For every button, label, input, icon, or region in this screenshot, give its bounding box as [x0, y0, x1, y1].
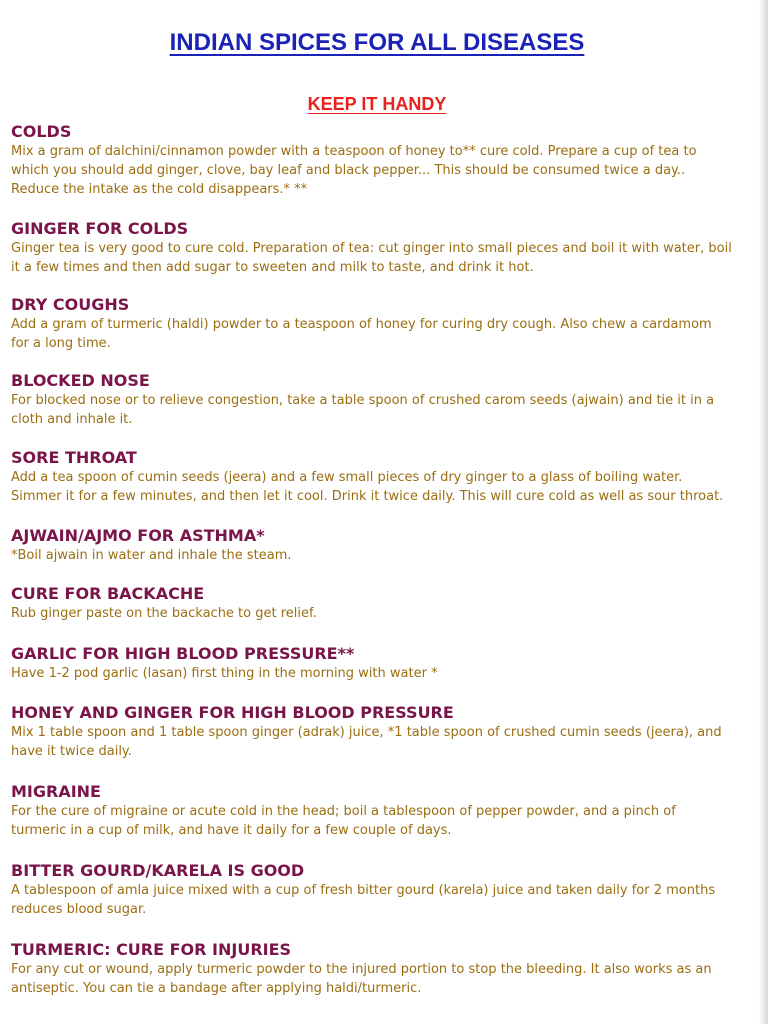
remedy-text-line: Add a gram of turmeric (haldi) powder to a teaspoon of honey for curing dry cough. Also chew a cardamom: [11, 317, 712, 332]
remedy-heading: DRY COUGHS: [11, 295, 130, 314]
remedy-section: [11, 218, 746, 277]
remedy-section: [11, 583, 746, 623]
remedy-section: [11, 643, 746, 683]
remedy-heading: SORE THROAT: [11, 448, 137, 467]
remedy-section: [11, 294, 746, 353]
remedy-heading: CURE FOR BACKACHE: [11, 584, 205, 603]
remedy-text-line: *Boil ajwain in water and inhale the steam.: [11, 548, 292, 563]
remedy-text-line: For any cut or wound, apply turmeric powder to the injured portion to stop the bleeding. It also works as an: [11, 962, 712, 977]
remedy-heading: BITTER GOURD/KARELA IS GOOD: [11, 861, 305, 880]
remedy-text-line: have it twice daily.: [11, 744, 132, 759]
remedy-text-line: For the cure of migraine or acute cold in the head; boil a tablespoon of pepper powder, and a pinch of: [11, 804, 676, 819]
page-title: INDIAN SPICES FOR ALL DISEASES: [169, 29, 585, 56]
remedy-section: [11, 121, 746, 199]
remedy-text-line: Simmer it for a few minutes, and then let it cool. Drink it twice daily. This will cure cold as well as sour throat.: [11, 489, 724, 504]
remedy-section: [11, 781, 746, 840]
remedy-section: [11, 702, 746, 761]
page-edge-shadow: [759, 0, 768, 1024]
remedy-section: [11, 939, 746, 998]
remedy-heading: GARLIC FOR HIGH BLOOD PRESSURE**: [11, 644, 355, 663]
remedy-text-line: for a long time.: [11, 336, 111, 351]
remedy-text-line: cloth and inhale it.: [11, 412, 133, 427]
remedy-heading: BLOCKED NOSE: [11, 371, 150, 390]
remedy-text-line: Mix a gram of dalchini/cinnamon powder with a teaspoon of honey to** cure cold. Prepare a cup of tea to: [11, 144, 697, 159]
remedy-text-line: antiseptic. You can tie a bandage after applying haldi/turmeric.: [11, 981, 422, 996]
remedy-heading: MIGRAINE: [11, 782, 101, 801]
remedy-text-line: Mix 1 table spoon and 1 table spoon ginger (adrak) juice, *1 table spoon of crushed cumin seeds (jeera), and: [11, 725, 722, 740]
remedy-text-line: Add a tea spoon of cumin seeds (jeera) and a few small pieces of dry ginger to a glass of boiling water.: [11, 470, 683, 485]
page-subtitle: KEEP IT HANDY: [307, 94, 447, 114]
remedy-text-line: turmeric in a cup of milk, and have it daily for a few couple of days.: [11, 823, 452, 838]
remedy-list: [11, 121, 746, 998]
remedy-text-line: Have 1-2 pod garlic (lasan) first thing in the morning with water *: [11, 666, 438, 681]
remedy-section: [11, 370, 746, 429]
remedy-section: [11, 447, 746, 506]
remedy-text-line: which you should add ginger, clove, bay leaf and black pepper... This should be consumed twice a day..: [11, 163, 686, 178]
remedy-heading: COLDS: [11, 122, 72, 141]
remedy-text-line: A tablespoon of amla juice mixed with a cup of fresh bitter gourd (karela) juice and taken daily for 2 months: [11, 883, 716, 898]
remedy-section: [11, 525, 746, 565]
remedy-heading: AJWAIN/AJMO FOR ASTHMA*: [11, 526, 265, 545]
remedy-heading: TURMERIC: CURE FOR INJURIES: [11, 940, 292, 959]
remedy-text-line: reduces blood sugar.: [11, 902, 147, 917]
remedy-text-line: it a few times and then add sugar to sweeten and milk to taste, and drink it hot.: [11, 260, 534, 275]
remedy-text-line: Ginger tea is very good to cure cold. Preparation of tea: cut ginger into small pieces and boil it with water, boil: [11, 241, 732, 256]
remedy-text-line: Rub ginger paste on the backache to get relief.: [11, 606, 317, 621]
remedy-text-line: Reduce the intake as the cold disappears.* **: [11, 182, 308, 197]
remedy-heading: GINGER FOR COLDS: [11, 219, 189, 238]
remedy-section: [11, 860, 746, 919]
remedy-text-line: For blocked nose or to relieve congestion, take a table spoon of crushed carom seeds (ajwain) and tie it in a: [11, 393, 715, 408]
remedy-heading: HONEY AND GINGER FOR HIGH BLOOD PRESSURE: [11, 703, 454, 722]
